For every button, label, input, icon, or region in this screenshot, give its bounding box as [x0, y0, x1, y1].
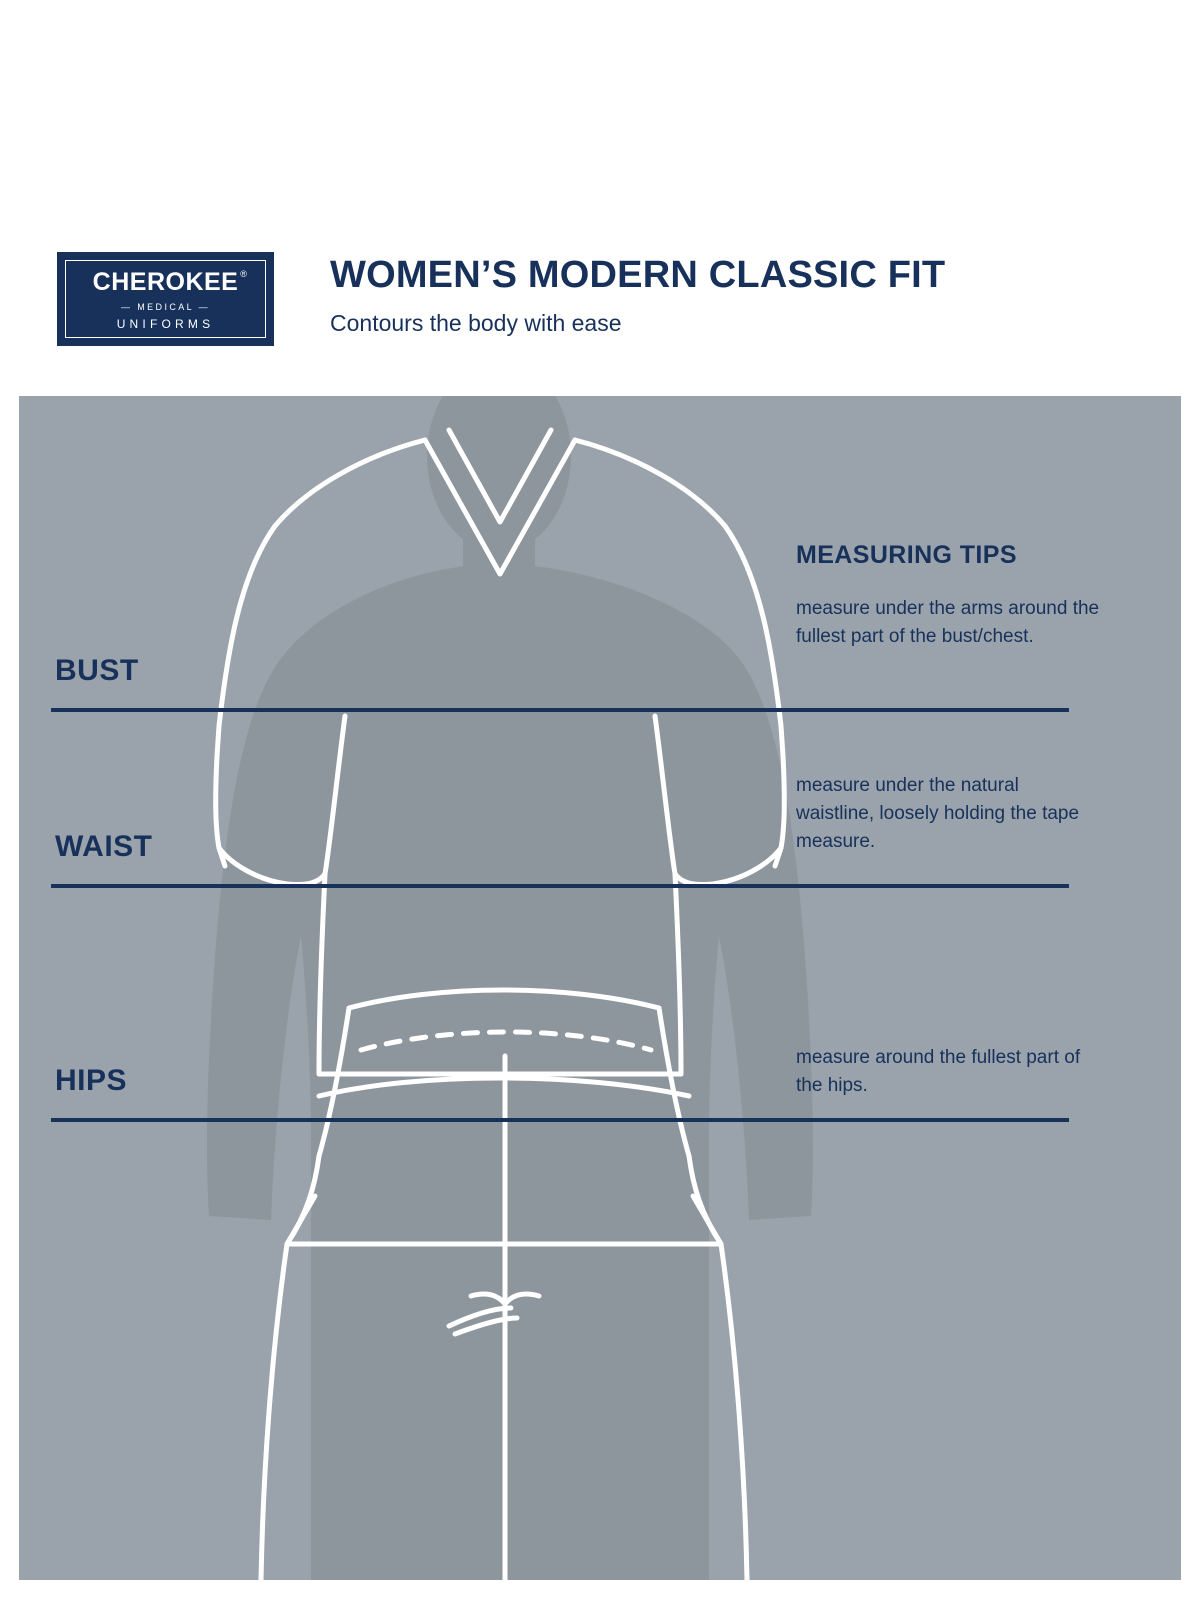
- header: [0, 0, 1200, 400]
- measurement-diagram: [19, 396, 1181, 1580]
- page-title: WOMEN’S MODERN CLASSIC FIT: [330, 254, 946, 296]
- logo-medical-label: — MEDICAL —: [120, 301, 211, 312]
- waist-measure-line: [51, 884, 1069, 888]
- logo-brand-text: [92, 267, 248, 296]
- measuring-tips-heading: MEASURING TIPS: [796, 541, 1017, 569]
- registered-trademark-icon: ®: [240, 268, 248, 279]
- logo-uniforms-label: UNIFORMS: [116, 316, 215, 331]
- cherokee-logo: [57, 252, 274, 346]
- hips-measure-line: [51, 1118, 1069, 1122]
- hips-tip-text: measure around the fullest part of the hips.: [796, 1047, 1081, 1097]
- waist-label: WAIST: [55, 830, 153, 863]
- hips-label: HIPS: [55, 1064, 128, 1097]
- logo-brand-label: CHEROKEE: [92, 267, 239, 296]
- title-block: [330, 255, 1130, 336]
- female-figure-illustration: [19, 396, 1181, 1580]
- bust-label: BUST: [55, 654, 139, 687]
- page-subtitle: Contours the body with ease: [330, 309, 622, 336]
- logo-inner-border: [65, 260, 266, 338]
- waist-tip-text: measure under the natural waistline, loosely holding the tape measure.: [796, 775, 1080, 853]
- bust-tip-text: measure under the arms around the fullest part of the bust/chest.: [796, 598, 1100, 648]
- bust-measure-line: [51, 708, 1069, 712]
